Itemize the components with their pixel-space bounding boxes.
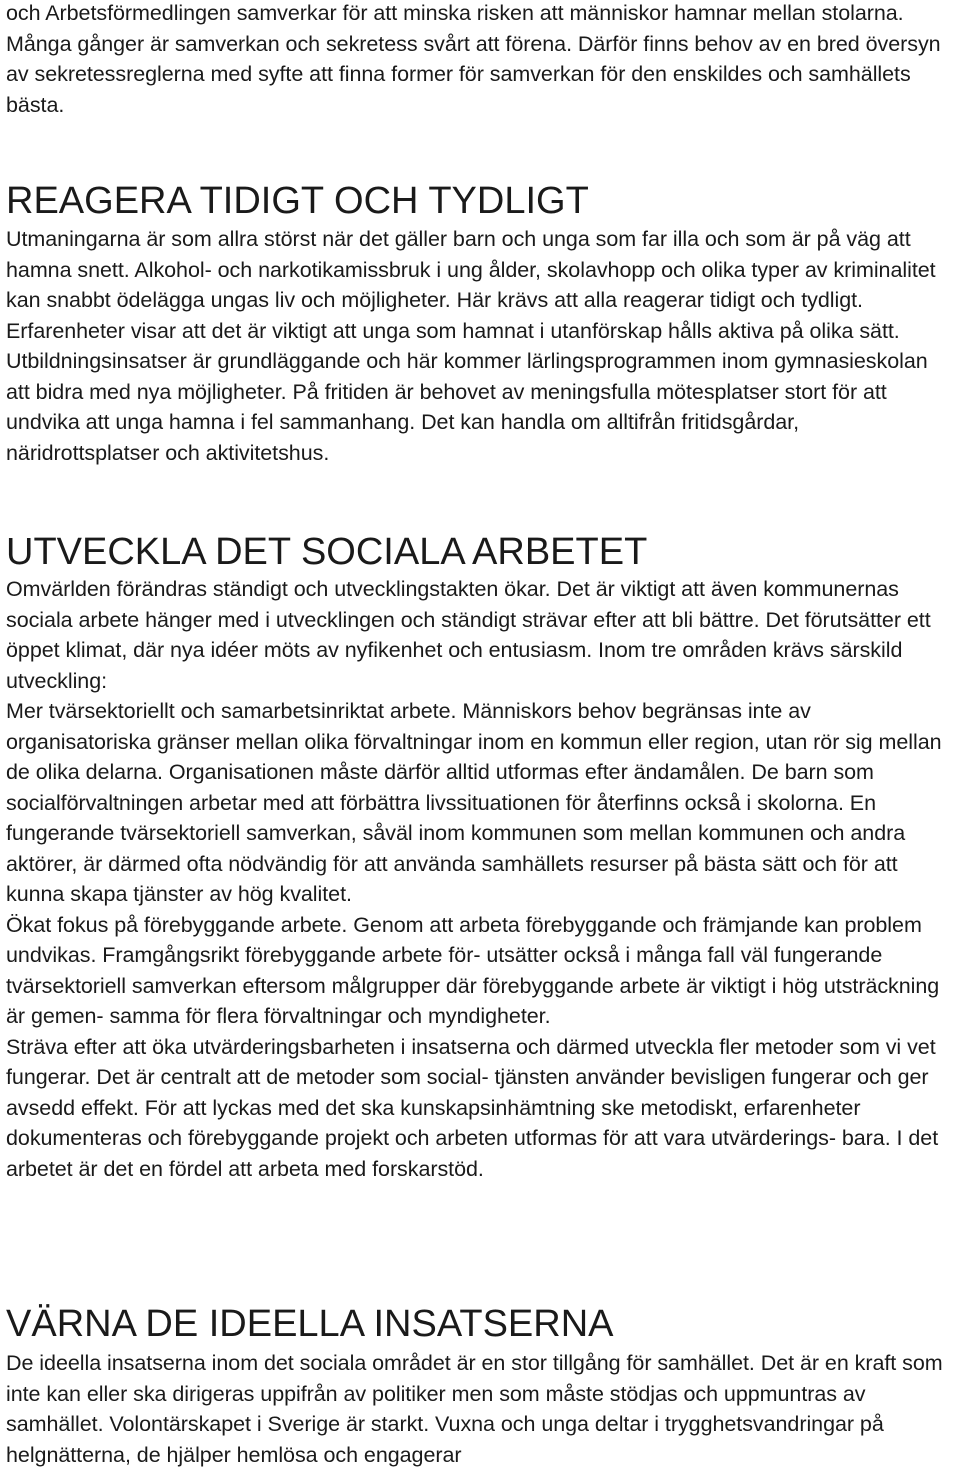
- intro-paragraph-1: och Arbetsförmedlingen samverkar för att minska risken att människor hamnar mellan stolarna.: [6, 1, 904, 25]
- section-varna: [6, 1302, 956, 1346]
- section-utveckla-paragraph-1: Omvärlden förändras ständigt och utvecklingstakten ökar. Det är viktigt att även kommunernas sociala arbete hänger med i utvecklingen och ständigt strävar efter att bli bättre. Det förutsätter ett öppet klimat, där nya idéer möts av nyfikenhet och entusiasm. Inom tre områden krävs särskild utveckling:: [6, 577, 931, 693]
- section-utveckla: [6, 530, 956, 574]
- section-varna-paragraph-1: De ideella insatserna inom det sociala området är en stor tillgång för samhället. Det är en kraft som inte kan eller ska dirigeras uppifrån av politiker men som måste stödjas och uppmuntras av samhället. Volontärskapet i Sverige är starkt. Vuxna och unga deltar i trygghetsvandringar på helgnätterna, de hjälper hemlösa och engagerar: [6, 1351, 943, 1467]
- section-heading-varna: VÄRNA DE IDEELLA INSATSERNA: [6, 1303, 614, 1345]
- section-heading-reagera: REAGERA TIDIGT OCH TYDLIGT: [6, 180, 589, 222]
- section-reagera-paragraph-1: Utmaningarna är som allra störst när det gäller barn och unga som far illa och som är på väg att hamna snett. Alkohol- och narkotikamissbruk i ung ålder, skolavhopp och olika typer av kriminalitet kan snabbt ödelägga ungas liv och möjligheter. Här krävs att alla reagerar tidigt och tydligt. Erfarenheter visar att det är viktigt att unga som hamnat i utanförskap hålls aktiva på olika sätt. Utbildningsinsatser är grundläggande och här kommer lärlingsprogrammen inom gymnasieskolan att bidra med nya möjligheter. På fritiden är behovet av meningsfulla mötesplatser stort för att undvika att unga hamna i fel sammanhang. Det kan handla om alltifrån fritidsgårdar, näridrottsplatser och aktivitetshus.: [6, 227, 936, 465]
- section-utveckla-paragraph-4: Sträva efter att öka utvärderingsbarheten i insatserna och därmed utveckla fler metoder som vi vet fungerar. Det är centralt att de metoder som social- tjänsten använder bevisligen fungerar och ger avsedd effekt. För att lyckas med det ska kunskapsinhämtning ske metodiskt, erfarenheter dokumenteras och förebyggande projekt och arbeten utformas för att vara utvärderings- bara. I det arbetet är det en fördel att arbeta med forskarstöd.: [6, 1034, 939, 1181]
- section-varna-body: [6, 1348, 956, 1470]
- section-utveckla-body: [6, 574, 956, 1184]
- section-reagera: [6, 179, 956, 223]
- section-utveckla-paragraph-2: Mer tvärsektoriellt och samarbetsinriktat arbete. Människors behov begränsas inte av organisatoriska gränser mellan olika förvaltningar inom en kommun eller region, utan rör sig mellan de olika delarna. Organisationen måste därför alltid utformas efter ändamålen. De barn som socialförvaltningen arbetar med att förbättra livssituationen för återfinns också i skolorna. En fungerande tvärsektoriell samverkan, såväl inom kommunen som mellan kommunen och andra aktörer, är därmed ofta nödvändig för att använda samhällets resurser på bästa sätt och för att kunna skapa tjänster av hög kvalitet.: [6, 699, 942, 906]
- intro-paragraph-2: Många gånger är samverkan och sekretess svårt att förena. Därför finns behov av en bred översyn av sekretessreglerna med syfte att finna former för samverkan för den enskildes och samhällets bästa.: [6, 31, 941, 117]
- intro-block: [6, 0, 956, 120]
- section-heading-utveckla: UTVECKLA DET SOCIALA ARBETET: [6, 531, 648, 573]
- section-reagera-body: [6, 224, 956, 468]
- section-utveckla-paragraph-3: Ökat fokus på förebyggande arbete. Genom att arbeta förebyggande och främjande kan problem undvikas. Framgångsrikt förebyggande arbete för- utsätter också i många fall väl fungerande tvärsektoriell samverkan eftersom målgrupper där förebyggande arbete är viktigt i hög utsträckning är gemen- samma för flera förvaltningar och myndigheter.: [6, 912, 940, 1028]
